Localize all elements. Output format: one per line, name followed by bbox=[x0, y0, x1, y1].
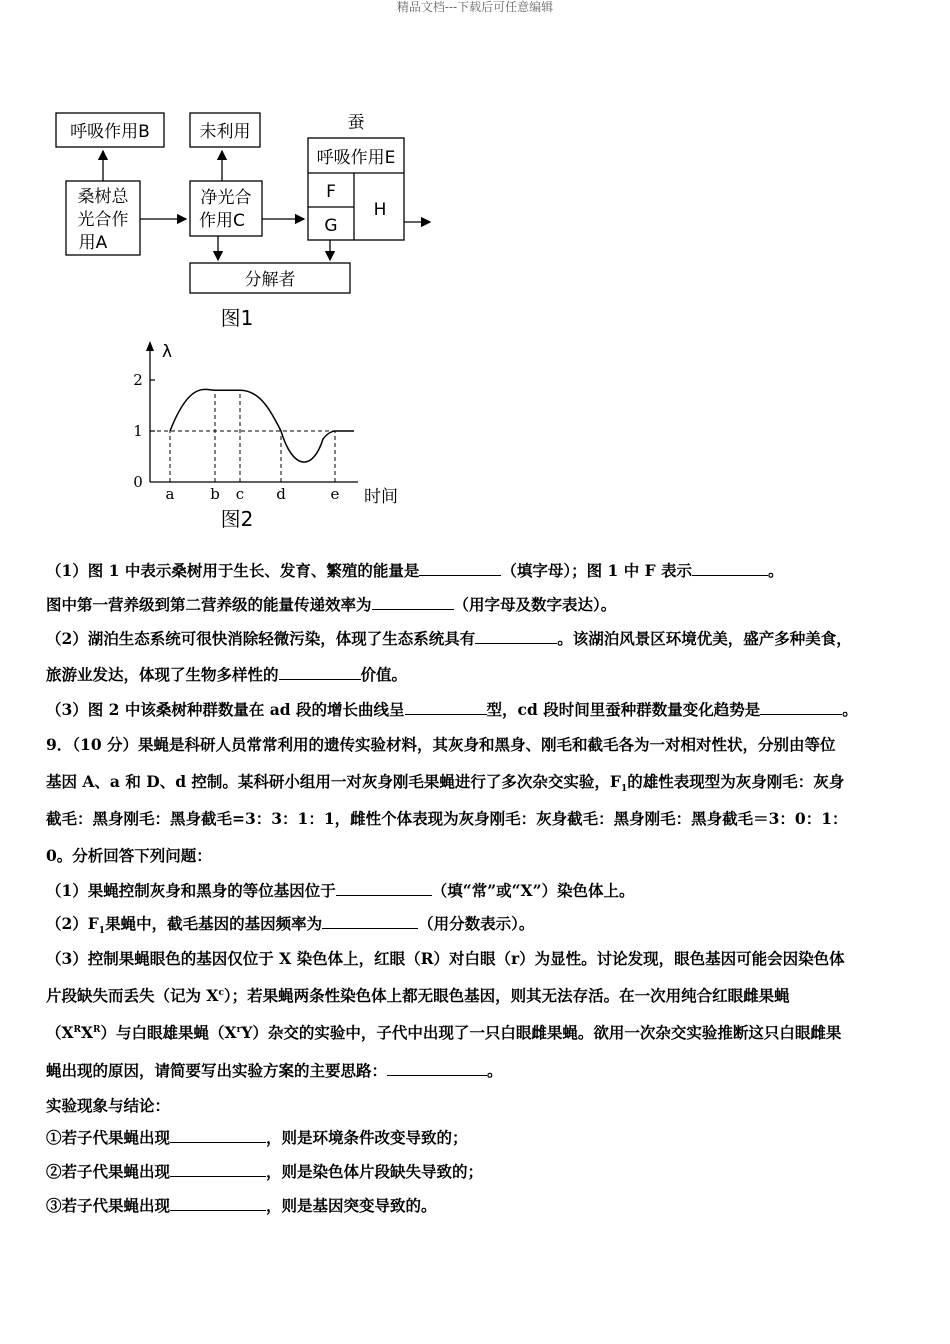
figure2-caption: 图2 bbox=[220, 507, 254, 531]
x-tick-label-b: b bbox=[210, 485, 220, 503]
y-tick-label: 1 bbox=[133, 422, 143, 440]
results-title: 实验现象与结论： bbox=[46, 1096, 171, 1115]
label-mulberry-a-line3: 用A bbox=[78, 233, 108, 253]
figure2-lambda-chart bbox=[133, 341, 398, 531]
x-axis-label: 时间 bbox=[364, 487, 398, 507]
x-tick-label-a: a bbox=[165, 485, 175, 503]
y-axis-label: λ bbox=[162, 342, 173, 362]
label-mulberry-a-line1: 桑树总 bbox=[77, 187, 129, 207]
sub3-line-c: $(X^RX^R)$与白眼雄果蝇$(X^rY)$杂交的实验中，子代中出现了一只白眼雌果蝇。欲用一次杂交实验推断这只白眼雌果 bbox=[46, 1023, 842, 1042]
p9-line-c: 截毛：黑身刚毛：黑身截毛=3：3：1：1，雌性个体表现为灰身刚毛：灰身截毛：黑身刚毛：黑身截毛＝3：0：1： bbox=[46, 809, 848, 828]
label-g: G bbox=[324, 216, 338, 236]
p9-line-d: 0。分析回答下列问题： bbox=[46, 846, 212, 865]
answer-blank[interactable] bbox=[170, 1196, 266, 1211]
page-header: 精品文档---下载后可任意编辑 bbox=[396, 0, 554, 14]
label-f: F bbox=[326, 182, 336, 202]
answer-blank[interactable] bbox=[322, 914, 418, 929]
q3-line: （3）图 2 中该桑树种群数量在 ad 段的增长曲线呈 型，cd 段时间里蚕种群数量变化趋势是 。 bbox=[46, 700, 858, 719]
answer-blank[interactable] bbox=[760, 700, 842, 715]
sub1-line: （1）果蝇控制灰身和黑身的等位基因位于 （填“常”或“X”）染色体上。 bbox=[46, 881, 635, 900]
label-respiration-e: 呼吸作用E bbox=[316, 148, 396, 168]
q1-line-b: 图中第一营养级到第二营养级的能量传递效率为 （用字母及数字表达）。 bbox=[46, 595, 617, 614]
y-tick-label: 2 bbox=[133, 371, 143, 389]
x-tick-label-c: c bbox=[235, 485, 245, 503]
answer-blank[interactable] bbox=[279, 665, 361, 680]
result-2: ②若子代果蝇出现 ，则是染色体片段缺失导致的； bbox=[46, 1162, 484, 1181]
answer-blank[interactable] bbox=[419, 561, 501, 576]
q2-line-b: 旅游业发达，体现了生物多样性的 价值。 bbox=[46, 665, 408, 684]
lambda-curve bbox=[170, 389, 354, 462]
figure1-caption: 图1 bbox=[220, 306, 254, 330]
answer-blank[interactable] bbox=[405, 700, 487, 715]
p9-line-b: 基因 A、a 和 D、d 控制。某科研小组用一对灰身刚毛果蝇进行了多次杂交实验，$F_1$的雄性表现型为灰身刚毛：灰身 bbox=[46, 772, 845, 795]
sub3-line-d: 蝇出现的原因，请简要写出实验方案的主要思路： 。 bbox=[46, 1061, 503, 1080]
label-unused: 未利用 bbox=[199, 122, 251, 142]
answer-blank[interactable] bbox=[336, 881, 432, 896]
q2-line-a: （2）湖泊生态系统可很快消除轻微污染，体现了生态系统具有 。该湖泊风景区环境优美，盛产多种美食， bbox=[46, 629, 852, 648]
answer-blank[interactable] bbox=[372, 595, 454, 610]
label-net-c-line2: 作用C bbox=[199, 211, 245, 231]
result-1: ①若子代果蝇出现 ，则是环境条件改变导致的； bbox=[46, 1128, 468, 1147]
result-3: ③若子代果蝇出现 ，则是基因突变导致的。 bbox=[46, 1196, 437, 1215]
y-axis-arrow bbox=[146, 341, 154, 351]
answer-blank[interactable] bbox=[387, 1061, 487, 1076]
sub2-line: $(2)F_1$果蝇中，截毛基因的基因频率为 （用分数表示）。 bbox=[46, 914, 535, 937]
x-tick-label-e: e bbox=[330, 485, 340, 503]
label-silkworm: 蚕 bbox=[347, 113, 365, 133]
answer-blank[interactable] bbox=[475, 629, 557, 644]
label-respiration-b: 呼吸作用B bbox=[70, 122, 150, 142]
answer-blank[interactable] bbox=[692, 561, 768, 576]
x-tick-label-d: d bbox=[276, 485, 286, 503]
answer-blank[interactable] bbox=[170, 1162, 266, 1177]
p9-line-a: 9．（10 分）果蝇是科研人员常常利用的遗传实验材料，其灰身和黑身、刚毛和截毛各为一对相对性状，分别由等位 bbox=[46, 735, 836, 754]
sub3-line-a: （3）控制果蝇眼色的基因仅位于 X 染色体上，红眼（R）对白眼（r）为显性。讨论发现，眼色基因可能会因染色体 bbox=[46, 949, 845, 968]
sub3-line-b: 片段缺失而丢失（记为 $X^c$）；若果蝇两条性染色体上都无眼色基因，则其无法存活。在一次用纯合红眼雌果蝇 bbox=[46, 986, 790, 1005]
label-mulberry-a-line2: 光合作 bbox=[77, 210, 129, 230]
figure1-energy-flow-diagram bbox=[0, 0, 950, 560]
label-decomposer: 分解者 bbox=[244, 270, 296, 290]
y-tick-label: 0 bbox=[133, 473, 143, 491]
label-net-c-line1: 净光合 bbox=[200, 188, 252, 208]
q1-line-a: （1）图 1 中表示桑树用于生长、发育、繁殖的能量是 （填字母）；图 1 中 F 表示 。 bbox=[46, 561, 784, 580]
answer-blank[interactable] bbox=[170, 1128, 266, 1143]
label-h: H bbox=[373, 200, 387, 220]
